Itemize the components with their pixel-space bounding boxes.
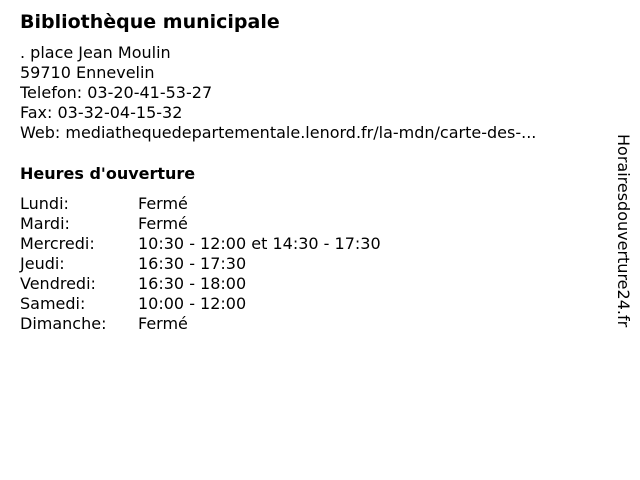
opening-hours-heading: Heures d'ouverture (20, 164, 196, 183)
hours-row-thursday (20, 254, 381, 274)
phone-number: Telefon: 03-20-41-53-27 (20, 83, 213, 102)
day-label: Samedi: (20, 294, 86, 313)
day-label: Lundi: (20, 194, 69, 213)
hours-row-sunday (20, 314, 381, 334)
hours-row-saturday (20, 294, 381, 314)
site-watermark-text: Horairesdouverture24.fr (614, 134, 633, 328)
time-value: 10:30 - 12:00 et 14:30 - 17:30 (138, 234, 381, 253)
time-value: Fermé (138, 214, 188, 233)
website-link[interactable]: Web: mediathequedepartementale.lenord.fr/la-mdn/carte-des-... (20, 123, 537, 142)
day-label: Mardi: (20, 214, 70, 233)
hours-row-monday (20, 194, 381, 214)
day-label: Jeudi: (20, 254, 65, 273)
hours-row-wednesday (20, 234, 381, 254)
hours-row-friday (20, 274, 381, 294)
time-value: 16:30 - 17:30 (138, 254, 247, 273)
opening-hours-table (20, 194, 381, 334)
day-label: Dimanche: (20, 314, 107, 333)
city-postcode: 59710 Ennevelin (20, 63, 155, 82)
time-value: Fermé (138, 194, 188, 213)
day-label: Mercredi: (20, 234, 95, 253)
time-value: Fermé (138, 314, 188, 333)
contact-block (20, 43, 590, 143)
library-name: Bibliothèque municipale (20, 11, 280, 33)
time-value: 16:30 - 18:00 (138, 274, 247, 293)
site-watermark (612, 134, 634, 346)
hours-row-tuesday (20, 214, 381, 234)
fax-number: Fax: 03-32-04-15-32 (20, 103, 183, 122)
day-label: Vendredi: (20, 274, 96, 293)
time-value: 10:00 - 12:00 (138, 294, 247, 313)
street-address: . place Jean Moulin (20, 43, 171, 62)
